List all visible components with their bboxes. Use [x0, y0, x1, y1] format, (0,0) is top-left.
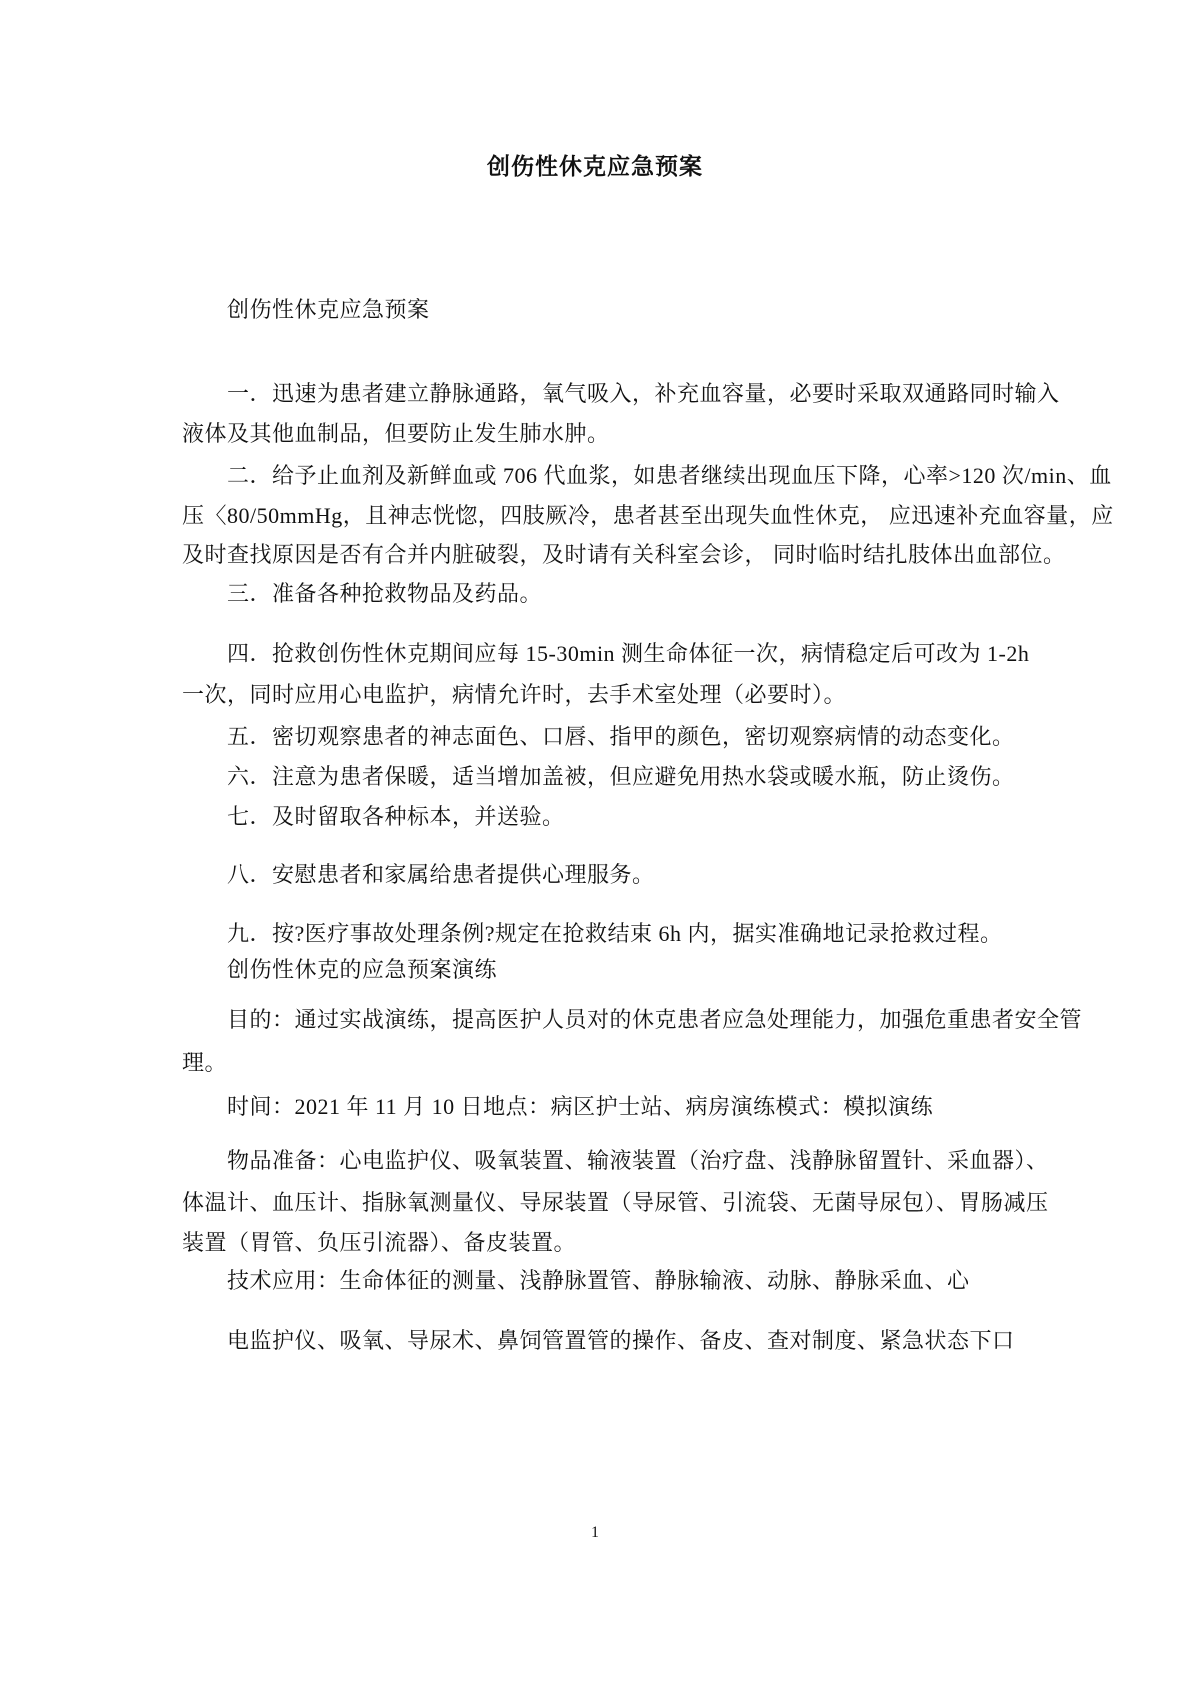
- text-line: 及时查找原因是否有合并内脏破裂，及时请有关科室会诊， 同时临时结扎肢体出血部位。: [182, 542, 1066, 567]
- text-line: 体温计、血压计、指脉氧测量仪、导尿装置（导尿管、引流袋、无菌导尿包）、胃肠减压: [182, 1190, 1049, 1215]
- text-line: 一．迅速为患者建立静脉通路，氧气吸入，补充血容量，必要时采取双通路同时输入: [227, 381, 1060, 406]
- text-line: 目的：通过实战演练，提高医护人员对的休克患者应急处理能力，加强危重患者安全管: [227, 1007, 1083, 1032]
- text-line: 装置（胃管、负压引流器）、备皮装置。: [182, 1230, 577, 1255]
- text-line: 二．给予止血剂及新鲜血或 706 代血浆，如患者继续出现血压下降，心率>120 次/min、血: [227, 463, 1112, 488]
- text-line: 八．安慰患者和家属给患者提供心理服务。: [227, 862, 655, 887]
- text-line: 技术应用：生命体征的测量、浅静脉置管、静脉输液、动脉、静脉采血、心: [227, 1268, 970, 1293]
- document-title: 创伤性休克应急预案: [487, 154, 703, 179]
- text-line: 液体及其他血制品，但要防止发生肺水肿。: [182, 421, 610, 446]
- text-line: 创伤性休克应急预案: [227, 297, 430, 322]
- text-line: 三．准备各种抢救物品及药品。: [227, 581, 543, 606]
- text-line: 四．抢救创伤性休克期间应每 15-30min 测生命体征一次，病情稳定后可改为 1-2h: [227, 641, 1030, 666]
- text-line: 压〈80/50mmHg，且神志恍惚，四肢厥冷，患者甚至出现失血性休克， 应迅速补充血容量，应: [182, 503, 1114, 528]
- text-line: 五．密切观察患者的神志面色、口唇、指甲的颜色，密切观察病情的动态变化。: [227, 724, 1015, 749]
- text-line: 六．注意为患者保暖，适当增加盖被，但应避免用热水袋或暖水瓶，防止烫伤。: [227, 764, 1015, 789]
- text-line: 物品准备：心电监护仪、吸氧装置、输液装置（治疗盘、浅静脉留置针、采血器）、: [227, 1148, 1049, 1173]
- text-line: 创伤性休克的应急预案演练: [227, 957, 498, 982]
- text-line: 七．及时留取各种标本，并送验。: [227, 804, 565, 829]
- text-line: 九．按?医疗事故处理条例?规定在抢救结束 6h 内，据实准确地记录抢救过程。: [227, 921, 1003, 946]
- text-line: 电监护仪、吸氧、导尿术、鼻饲管置管的操作、备皮、查对制度、紧急状态下口: [227, 1328, 1015, 1353]
- text-line: 时间：2021 年 11 月 10 日地点：病区护士站、病房演练模式：模拟演练: [227, 1094, 934, 1119]
- text-line: 理。: [182, 1050, 228, 1075]
- text-line: 一次，同时应用心电监护，病情允许时，去手术室处理（必要时）。: [182, 682, 847, 707]
- page-number: 1: [591, 1524, 599, 1541]
